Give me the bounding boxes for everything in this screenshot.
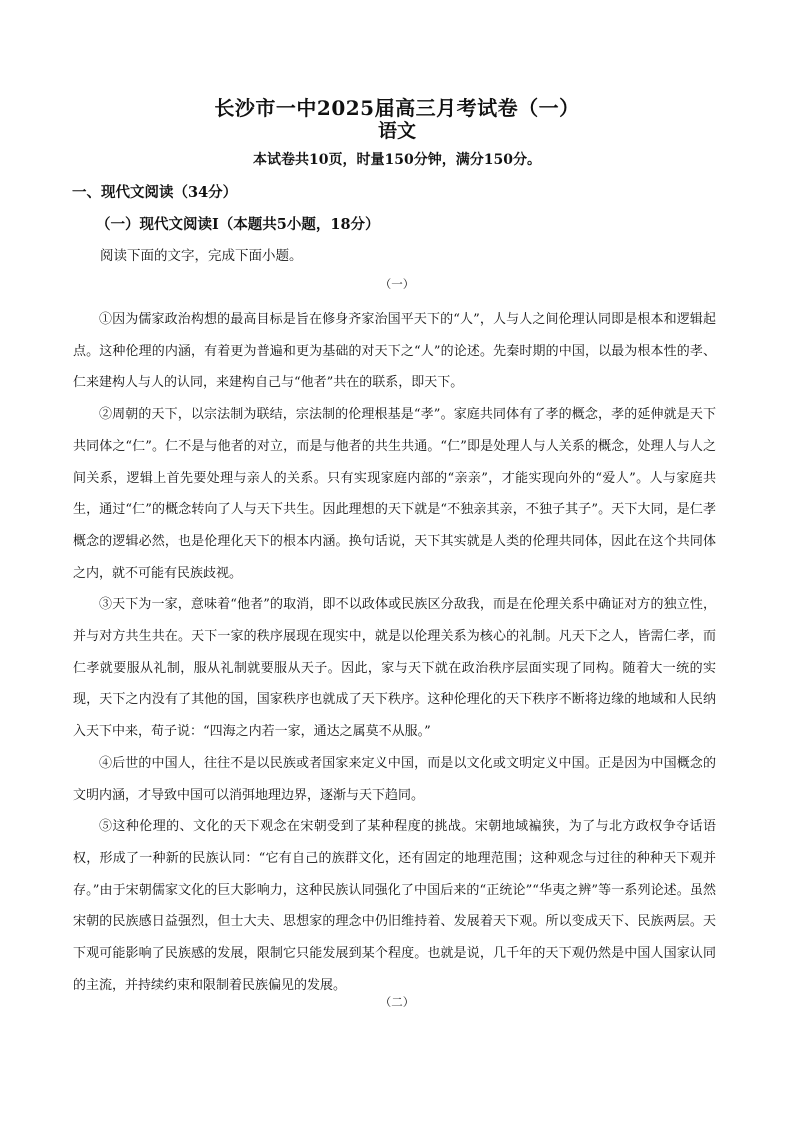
part-marker-1: （一） <box>379 277 415 291</box>
paragraph-2: ②周朝的天下，以宗法制为联结，宗法制的伦理根基是“孝”。家庭共同体有了孝的概念，孝的延伸就是天下共同体之“仁”。仁不是与他者的对立，而是与他者的共生共通。“仁”即是处理人与人关系的概念，处理人与人之间关系，逻辑上首先要处理与亲人的关系。只有实现家庭内部的“亲亲”，才能实现向外的“爱人”。人与家庭共生，通过“仁”的概念转向了人与天下共生。因此理想的天下就是“不独亲其亲，不独子其子”。天下大同，是仁孝概念的逻辑必然，也是伦理化天下的根本内涵。换句话说，天下其实就是人类的伦理共同体，因此在这个共同体之内，就不可能有民族歧视。 <box>73 407 716 581</box>
exam-meta: 本试卷共10页，时量150分钟，满分150分。 <box>253 152 541 168</box>
paragraph-5: ⑤这种伦理的、文化的天下观念在宋朝受到了某种程度的挑战。宋朝地域褊狭，为了与北方政权争夺话语权，形成了一种新的民族认同：“它有自己的族群文化，还有固定的地理范围；这种观念与过往的种种天下观并存。”由于宋朝儒家文化的巨大影响力，这种民族认同强化了中国后来的“正统论”“华夷之辨”等一系列论述。虽然宋朝的民族感日益强烈，但士大夫、思想家的理念中仍旧维持着、发展着天下观。所以变成天下、民族两层。天下观可能影响了民族感的发展，限制它只能发展到某个程度。也就是说，几千年的天下观仍然是中国人国家认同的主流，并持续约束和限制着民族偏见的发展。 <box>73 819 716 993</box>
paragraph-1: ①因为儒家政治构想的最高目标是旨在修身齐家治国平天下的“人”，人与人之间伦理认同即是根本和逻辑起点。这种伦理的内涵，有着更为普遍和更为基础的对天下之“人”的论述。先秦时期的中国，以最为根本性的孝、仁来建构人与人的认同，来建构自己与“他者”共在的联系，即天下。 <box>73 312 716 391</box>
paragraph-4: ④后世的中国人，往往不是以民族或者国家来定义中国，而是以文化或文明定义中国。正是因为中国概念的文明内涵，才导致中国可以消弭地理边界，逐渐与天下趋同。 <box>73 755 716 803</box>
subsection-heading: （一）现代文阅读Ⅰ（本题共5小题，18分） <box>96 216 380 233</box>
exam-title: 长沙市一中2025届高三月考试卷（一） <box>214 96 580 120</box>
paragraph-3: ③天下为一家，意味着“他者”的取消，即不以政体或民族区分敌我，而是在伦理关系中确证对方的独立性，并与对方共生共在。天下一家的秩序展现在现实中，就是以伦理关系为核心的礼制。凡天下之人，皆需仁孝，而仁孝就要服从礼制，服从礼制就要服从天子。因此，家与天下就在政治秩序层面实现了同构。随着大一统的实现，天下之内没有了其他的国，国家秩序也就成了天下秩序。这种伦理化的天下秩序不断将边缘的地域和人民纳入天下中来，荀子说：“四海之内若一家，通达之属莫不从服。” <box>73 597 716 740</box>
subject-title: 语文 <box>377 120 416 142</box>
section-heading: 一、现代文阅读（34分） <box>72 184 238 201</box>
part-marker-2: （二） <box>379 995 415 1009</box>
reading-instruction: 阅读下面的文字，完成下面小题。 <box>100 248 303 264</box>
reading-article <box>73 304 716 1001</box>
